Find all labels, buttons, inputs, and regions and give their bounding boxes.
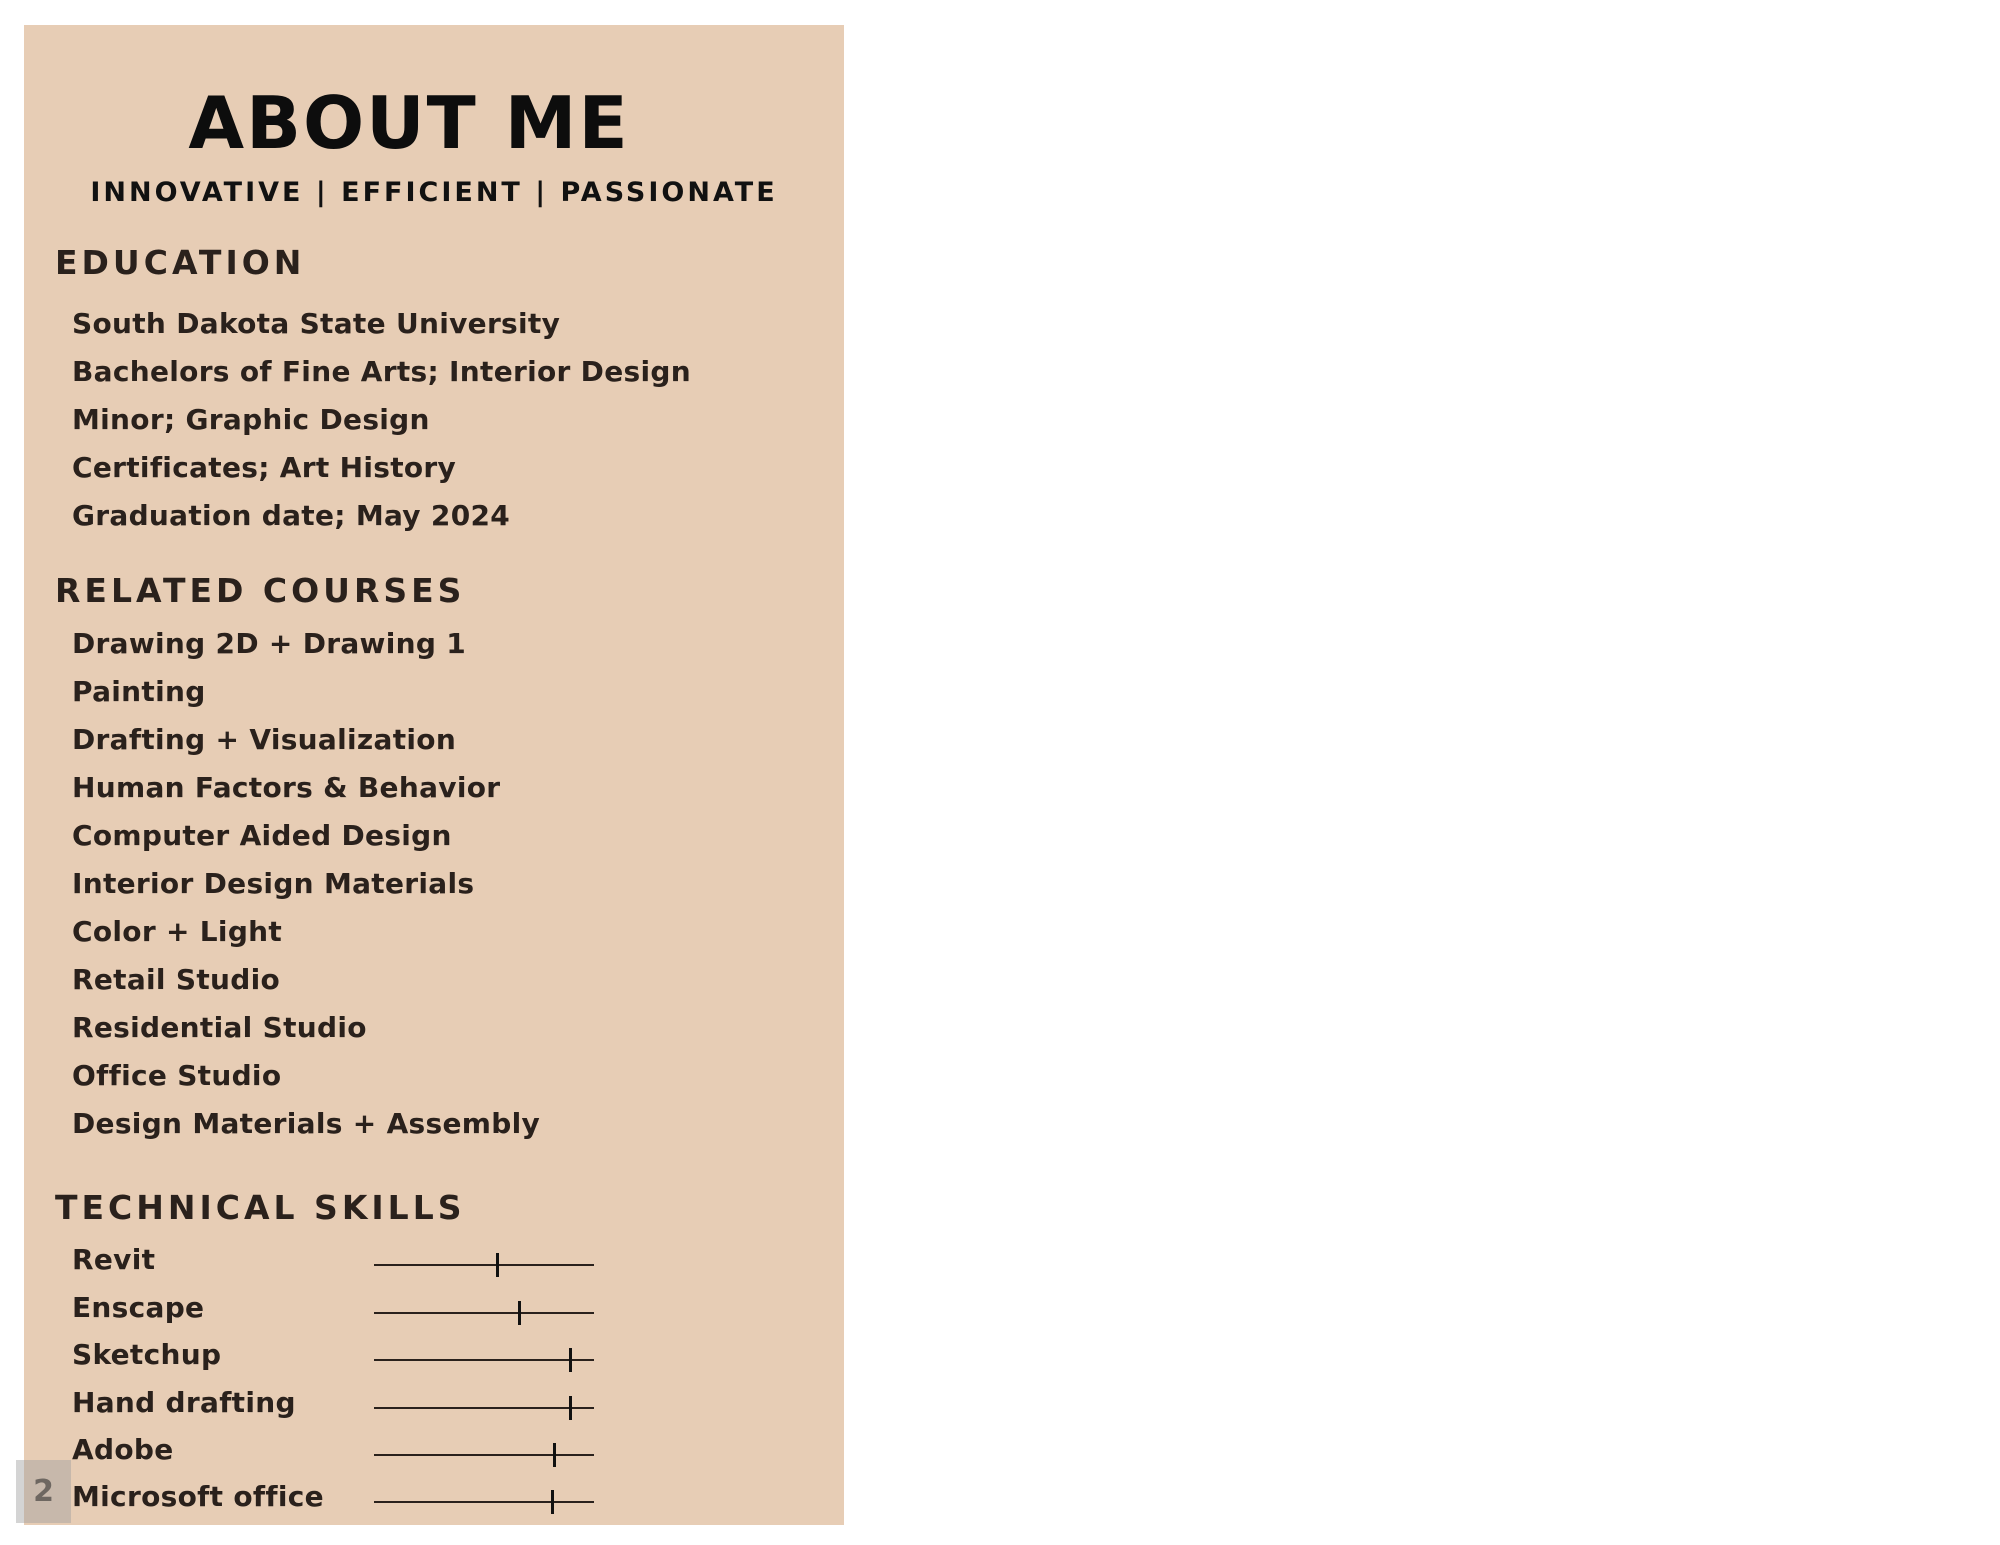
course-item: Residential Studio [72,1011,367,1044]
course-item: Drawing 2D + Drawing 1 [72,627,467,660]
skill-level-track [374,1501,594,1503]
skill-level-marker [569,1396,572,1420]
skill-name: Adobe [72,1433,174,1466]
skill-name: Enscape [72,1291,205,1324]
courses-heading: RELATED COURSES [55,571,466,610]
tagline: INNOVATIVE | EFFICIENT | PASSIONATE [90,177,778,208]
skill-level-track [374,1407,594,1409]
skill-name: Microsoft office [72,1480,324,1513]
skill-name: Sketchup [72,1338,222,1371]
course-item: Retail Studio [72,963,281,996]
course-item: Computer Aided Design [72,819,452,852]
skill-name: Hand drafting [72,1386,296,1419]
about-me-panel [24,25,844,1525]
education-item: Minor; Graphic Design [72,403,430,436]
education-item: Bachelors of Fine Arts; Interior Design [72,355,691,388]
education-item: Graduation date; May 2024 [72,499,511,532]
course-item: Interior Design Materials [72,867,475,900]
course-item: Human Factors & Behavior [72,771,501,804]
education-item: South Dakota State University [72,307,561,340]
skill-level-track [374,1454,594,1456]
skill-row-revit [72,1243,632,1283]
skill-level-marker [569,1348,572,1372]
skill-row-sketchup [72,1338,632,1378]
page-title: ABOUT ME [188,81,630,165]
course-item: Design Materials + Assembly [72,1107,541,1140]
skill-level-marker [553,1443,556,1467]
skill-row-microsoft-office [72,1480,632,1520]
course-item: Office Studio [72,1059,282,1092]
education-heading: EDUCATION [55,243,306,282]
skills-heading: TECHNICAL SKILLS [55,1188,466,1227]
skill-level-marker [551,1490,554,1514]
skill-level-track [374,1264,594,1266]
skill-name: Revit [72,1243,156,1276]
skill-level-track [374,1359,594,1361]
skill-row-enscape [72,1291,632,1331]
skill-level-marker [518,1301,521,1325]
page-number: 2 [16,1460,71,1523]
skill-row-hand-drafting [72,1386,632,1426]
course-item: Drafting + Visualization [72,723,457,756]
skill-level-marker [496,1253,499,1277]
education-item: Certificates; Art History [72,451,457,484]
skill-level-track [374,1312,594,1314]
course-item: Color + Light [72,915,283,948]
skill-row-adobe [72,1433,632,1473]
course-item: Painting [72,675,206,708]
